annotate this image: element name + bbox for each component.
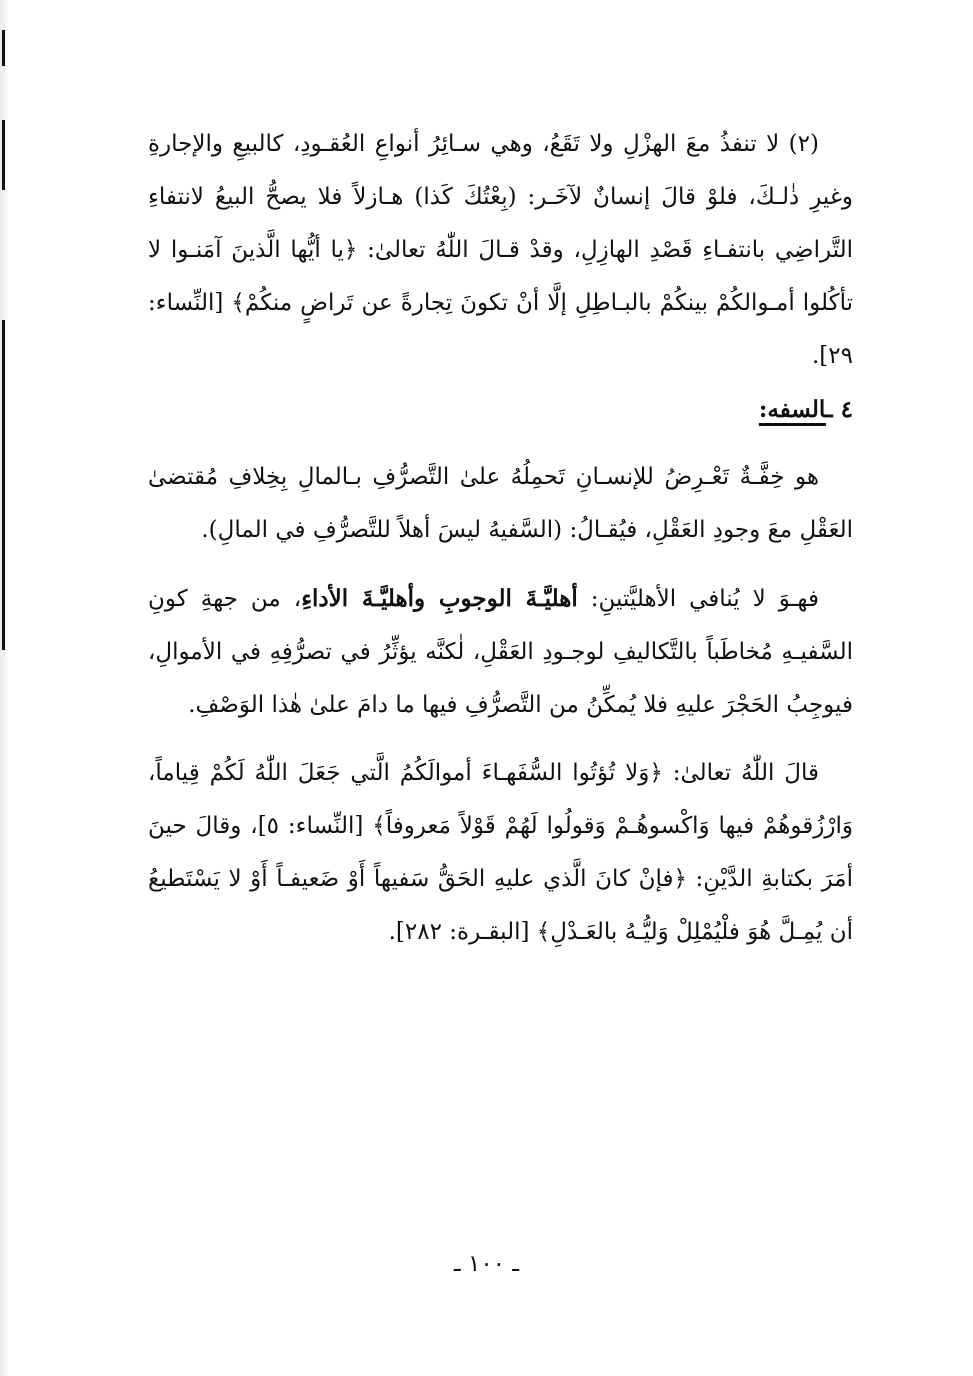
scan-edge <box>0 0 9 1376</box>
section-number: ٤ ـ <box>825 396 853 423</box>
scan-edge-mark <box>2 120 5 190</box>
paragraph-definition: هو خِفَّـةٌ تَعْـرِضُ للإنسـانِ تَحمِلُهُ علىٰ التَّصرُّفِ بـالمالِ بِخِلافِ مُقتضىٰ العَقْلِ معَ وجودِ العَقْلِ، فيُقـالُ: (السَّفيهُ ليسَ أهلاً للتَّصرُّفِ في المالِ). <box>148 464 853 543</box>
scan-edge-mark <box>2 30 5 66</box>
scan-edge-mark <box>2 320 5 650</box>
section-heading-safah <box>148 383 853 436</box>
page-number: ـ ١٠٠ ـ <box>453 1251 520 1277</box>
capacity-text-after: ، من جهةِ كونِ السَّفيـهِ مُخاطَباً بالتَّكاليفِ لوجـودِ العَقْلِ، لٰكنَّه يؤثِّرُ في تصرُّفِهِ في الأموالِ، فيوجِبُ الحَجْرَ عليهِ فلا يُمكِّنُ من التَّصرُّفِ فيها ما دامَ علىٰ هٰذا الوَصْفِ. <box>148 586 853 718</box>
paragraph-evidence: قالَ اللّٰهُ تعالىٰ: ﴿وَلا تُؤتُوا السُّفَهـاءَ أموالَكُمُ الَّتي جَعَلَ اللّٰهُ لَكُمْ قِياماً، وَارْزُقوهُمْ فيها وَاكْسوهُـمْ وَقولُوا لَهُمْ قَوْلاً مَعروفاً﴾ [النِّساء: ٥]، وقالَ حينَ أمَرَ بكتابةِ الدَّيْنِ: ﴿فإنْ كانَ الَّذي عليهِ الحَقُّ سَفيهاً أَوْ ضَعيفـاً أَوْ لا يَسْتَطيعُ أن يُمِـلَّ هُوَ فلْيُمْلِلْ وَليُّـهُ بالعَـدْلِ﴾ [البقـرة: ٢٨٢]. <box>148 760 853 945</box>
section-title: السفه: <box>758 396 826 423</box>
capacity-text-before: فهـوَ لا يُنافي الأهليَّتينِ: <box>577 586 820 612</box>
paragraph-hazl-effect: (٢) لا تنفذُ معَ الهزْلِ ولا تَقَعُ، وهي سـائِرُ أنواعِ العُقـودِ، كالبيعِ والإجارةِ وغيرِ ذٰلـكَ، فلوْ قالَ إنسانٌ لآخَـر: (بِعْتُكَ كَذا) هـازلاً فلا يصحُّ البيعُ لانتفاءِ التَّراضِي بانتفـاءِ قَصْدِ الهازِلِ، وقدْ قـالَ اللّٰهُ تعالىٰ: ﴿يا أيُّها الَّذينَ آمَنـوا لا تأكُلوا أمـوالكُمْ بينكُمْ بالبـاطِلِ إلَّا أنْ تكونَ تِجارةً عن تَراضٍ منكُمْ﴾ [النِّساء: ٢٩]. <box>148 131 853 369</box>
capacity-bold-term: أهليَّـةَ الوجوبِ وأهليَّـةَ الأداءِ <box>301 585 578 612</box>
page-body <box>148 118 853 959</box>
paragraph-capacity <box>148 572 853 732</box>
